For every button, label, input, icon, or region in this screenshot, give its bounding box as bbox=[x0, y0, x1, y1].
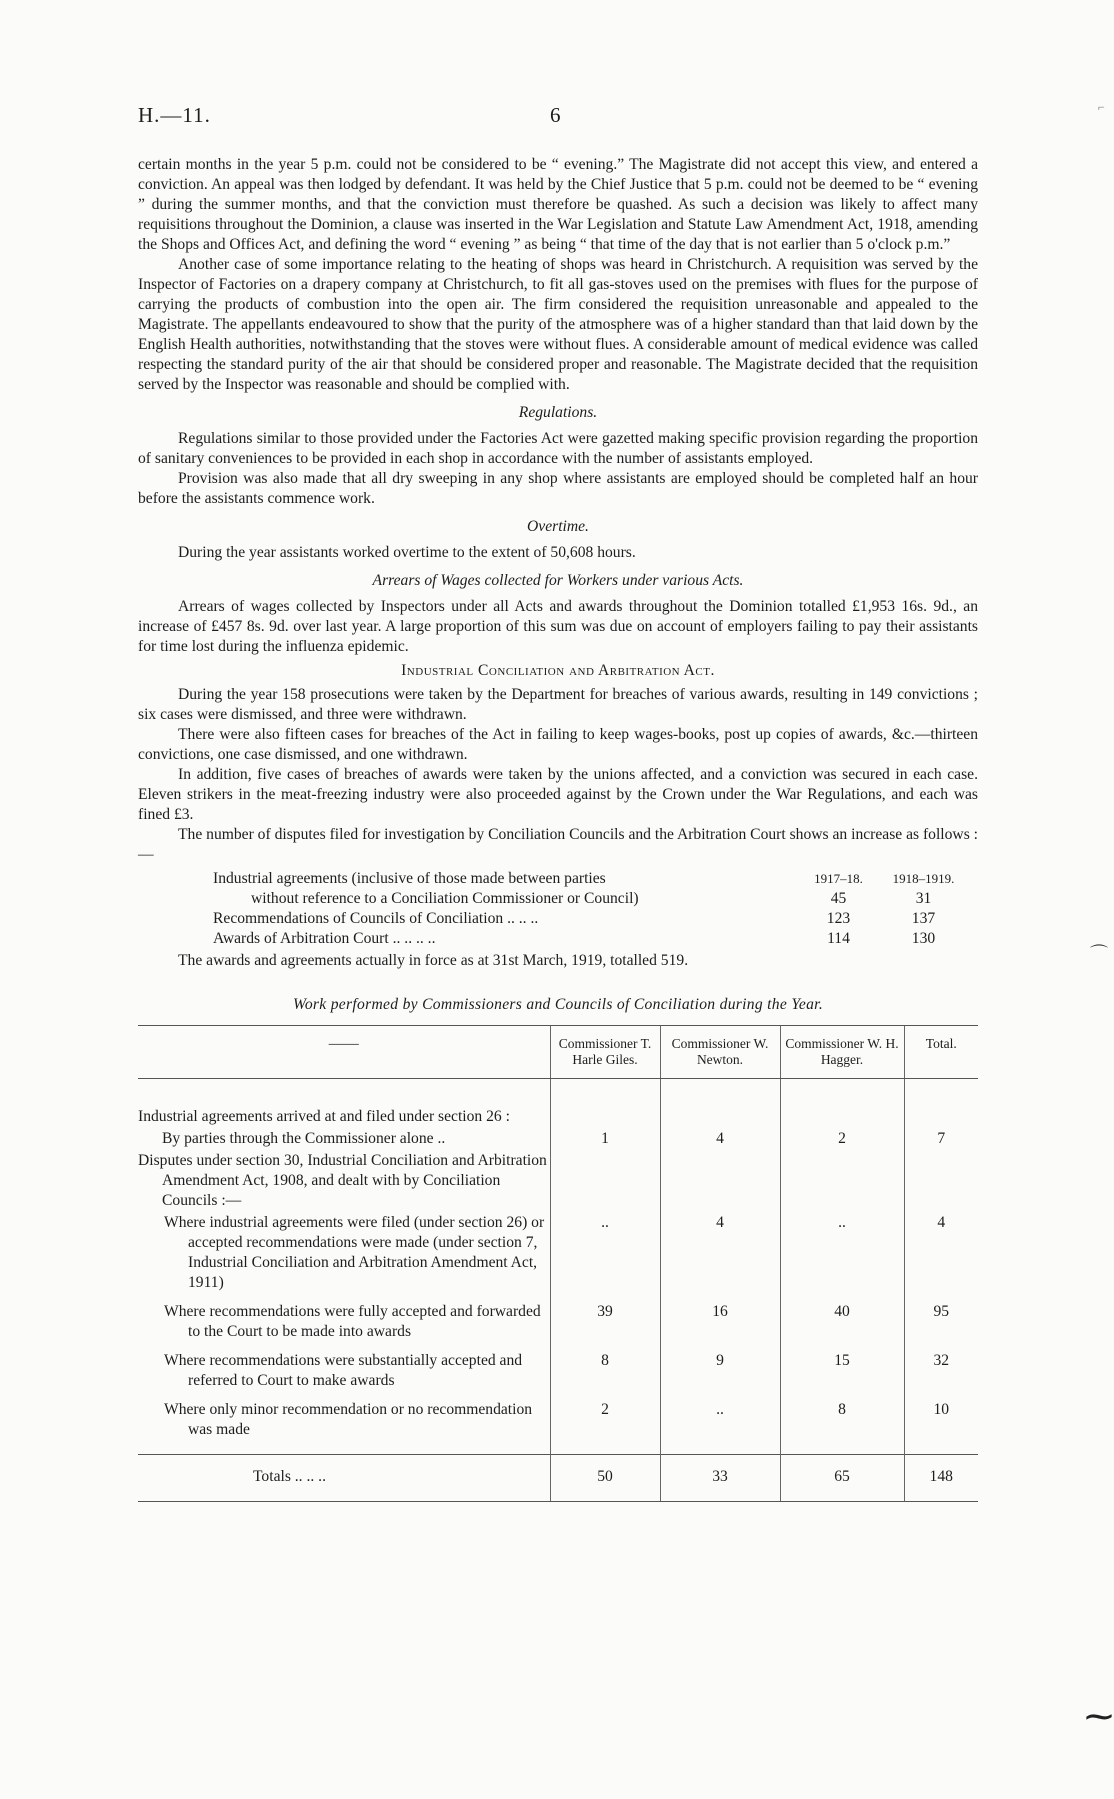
paragraph: Another case of some importance relating to the heating of shops was heard in Christchurch. A requisition was served by the Inspector of Factories on a drapery company at Christchurch, to fit all gas-stoves used on the premises with flues for the purpose of carrying the products of combustion into the open air. The firm considered the requisition unreasonable and appealed to the Magistrate. The appellants endeavoured to show that the purity of the atmosphere was of a higher standard than that laid down by the English Health authorities, notwithstanding that the stoves were without flues. A considerable amount of medical evidence was called respecting the standard purity of the air that should be considered proper and reasonable. The Magistrate decided that the requisition served by the Inspector was reasonable and should be complied with. bbox=[138, 256, 978, 393]
cell-value: 39 bbox=[550, 1294, 660, 1343]
row-label: Where recommendations were fully accepted and forwarded to the Court to be made into awards bbox=[164, 1303, 541, 1340]
section-heading-arbitration: Industrial Conciliation and Arbitration Act. bbox=[401, 662, 715, 679]
cell-value: 10 bbox=[904, 1392, 978, 1455]
scan-mark: ⌒ bbox=[1090, 944, 1108, 964]
cell-value: 8 bbox=[780, 1392, 904, 1455]
stats-value: 130 bbox=[911, 930, 936, 947]
paragraph: Provision was also made that all dry sweeping in any shop where assistants are employed should be completed half an hour before the assistants commence work. bbox=[138, 470, 978, 507]
stats-value: 31 bbox=[915, 890, 932, 907]
scan-mark: ⁓ bbox=[1085, 1702, 1113, 1733]
section-heading-regulations: Regulations. bbox=[518, 404, 598, 421]
work-performed-table bbox=[138, 1025, 978, 1502]
cell-value: 15 bbox=[780, 1343, 904, 1392]
section-heading-overtime: Overtime. bbox=[527, 518, 589, 535]
document-body bbox=[138, 155, 978, 1502]
paragraph: Arrears of wages collected by Inspectors under all Acts and awards throughout the Dominion totalled £1,953 16s. 9d., an increase of £457 8s. 9d. over last year. A large proportion of this sum was due on account of employers failing to pay their assistants for time lost during the influenza epidemic. bbox=[138, 598, 978, 655]
totals-label: Totals .. .. .. bbox=[138, 1455, 550, 1502]
table-row bbox=[138, 1392, 978, 1455]
row-label: Where only minor recommendation or no recommendation was made bbox=[164, 1401, 533, 1438]
table-row bbox=[213, 909, 966, 929]
work-table-title: Work performed by Commissioners and Councils of Conciliation during the Year. bbox=[292, 996, 824, 1013]
cell-value: 40 bbox=[780, 1294, 904, 1343]
totals-row bbox=[138, 1455, 978, 1502]
paragraph: certain months in the year 5 p.m. could not be considered to be “ evening.” The Magistrate did not accept this view, and entered a conviction. An appeal was then lodged by defendant. It was held by the Chief Justice that 5 p.m. could not be deemed to be “ evening ” during the summer months, and that the conviction must therefore be quashed. As such a decision was likely to affect many requisitions throughout the Dominion, a clause was inserted in the War Legislation and Statute Law Amendment Act, 1918, amending the Shops and Offices Act, and defining the word “ evening ” as being “ that time of the day that is not earlier than 5 o'clock p.m.” bbox=[138, 156, 978, 253]
row-label: Where recommendations were substantially accepted and referred to Court to make awards bbox=[164, 1352, 523, 1389]
paragraph: The awards and agreements actually in force as at 31st March, 1919, totalled 519. bbox=[178, 952, 689, 969]
page-number: 6 bbox=[550, 103, 561, 127]
header-dash: —— bbox=[138, 1026, 550, 1079]
document-reference: H.—11. bbox=[138, 103, 211, 127]
table-row bbox=[213, 889, 966, 909]
cell-value: 4 bbox=[660, 1128, 780, 1150]
stats-label: Awards of Arbitration Court .. .. .. .. bbox=[213, 930, 436, 947]
paragraph: The number of disputes filed for investigation by Conciliation Councils and the Arbitration Court shows an increase as follows :— bbox=[138, 826, 978, 863]
table-row bbox=[213, 869, 966, 889]
stats-label: Recommendations of Councils of Conciliation .. .. .. bbox=[213, 910, 539, 927]
paragraph: There were also fifteen cases for breaches of the Act in failing to keep wages-books, post up copies of awards, &c.—thirteen convictions, one case dismissed, and one withdrawn. bbox=[138, 726, 978, 763]
row-label: By parties through the Commissioner alone .. bbox=[162, 1130, 446, 1147]
column-header: Commissioner W. Newton. bbox=[660, 1026, 780, 1079]
stats-value: 123 bbox=[826, 910, 851, 927]
cell-value: 95 bbox=[904, 1294, 978, 1343]
paragraph: During the year assistants worked overtime to the extent of 50,608 hours. bbox=[178, 544, 636, 561]
row-label: Industrial agreements arrived at and filed under section 26 : bbox=[138, 1108, 510, 1125]
row-label: Where industrial agreements were filed (under section 26) or accepted recommendations were made (under section 7, Industrial Conciliation and Arbitration Amendment Act, 1911) bbox=[164, 1214, 545, 1291]
table-row bbox=[138, 1212, 978, 1294]
stats-label: Industrial agreements (inclusive of those made between parties bbox=[213, 870, 606, 887]
table-row bbox=[138, 1150, 978, 1212]
stats-column-header: 1918–1919. bbox=[892, 871, 955, 886]
table-header-row bbox=[138, 1026, 978, 1079]
cell-value: 8 bbox=[550, 1343, 660, 1392]
scan-mark: ⌐ bbox=[1098, 100, 1105, 114]
cell-value: 9 bbox=[660, 1343, 780, 1392]
paragraph: Regulations similar to those provided under the Factories Act were gazetted making specific provision regarding the proportion of sanitary conveniences to be provided in each shop in accordance with the number of assistants employed. bbox=[138, 430, 978, 467]
cell-value: 2 bbox=[550, 1392, 660, 1455]
paragraph: In addition, five cases of breaches of awards were taken by the unions affected, and a conviction was secured in each case. Eleven strikers in the meat-freezing industry were also proceeded against by the Crown under the War Regulations, and each was fined £3. bbox=[138, 766, 978, 823]
total-value: 65 bbox=[780, 1455, 904, 1502]
cell-value: 32 bbox=[904, 1343, 978, 1392]
stats-column-header: 1917–18. bbox=[814, 871, 863, 886]
stats-label: without reference to a Conciliation Commissioner or Council) bbox=[251, 890, 639, 907]
row-label: Disputes under section 30, Industrial Conciliation and Arbitration Amendment Act, 1908, and dealt with by Conciliation Councils :— bbox=[138, 1152, 547, 1209]
total-value: 33 bbox=[660, 1455, 780, 1502]
stats-value: 137 bbox=[911, 910, 936, 927]
stats-value: 114 bbox=[827, 930, 850, 947]
disputes-stats-table bbox=[213, 869, 966, 949]
cell-value: 7 bbox=[904, 1128, 978, 1150]
section-heading-arrears: Arrears of Wages collected for Workers under various Acts. bbox=[372, 572, 744, 589]
cell-value: 4 bbox=[660, 1212, 780, 1294]
table-row bbox=[138, 1294, 978, 1343]
column-header: Commissioner W. H. Hagger. bbox=[780, 1026, 904, 1079]
table-row bbox=[213, 929, 966, 949]
cell-value: .. bbox=[660, 1392, 780, 1455]
total-value: 50 bbox=[550, 1455, 660, 1502]
cell-value: .. bbox=[550, 1212, 660, 1294]
cell-value: 16 bbox=[660, 1294, 780, 1343]
stats-value: 45 bbox=[830, 890, 847, 907]
total-value: 148 bbox=[904, 1455, 978, 1502]
column-header: Total. bbox=[904, 1026, 978, 1079]
cell-value: 4 bbox=[904, 1212, 978, 1294]
table-row bbox=[138, 1128, 978, 1150]
table-row bbox=[138, 1079, 978, 1129]
cell-value: .. bbox=[780, 1212, 904, 1294]
paragraph: During the year 158 prosecutions were taken by the Department for breaches of various awards, resulting in 149 convictions ; six cases were dismissed, and three were withdrawn. bbox=[138, 686, 978, 723]
column-header: Commissioner T. Harle Giles. bbox=[550, 1026, 660, 1079]
cell-value: 1 bbox=[550, 1128, 660, 1150]
cell-value: 2 bbox=[780, 1128, 904, 1150]
table-row bbox=[138, 1343, 978, 1392]
